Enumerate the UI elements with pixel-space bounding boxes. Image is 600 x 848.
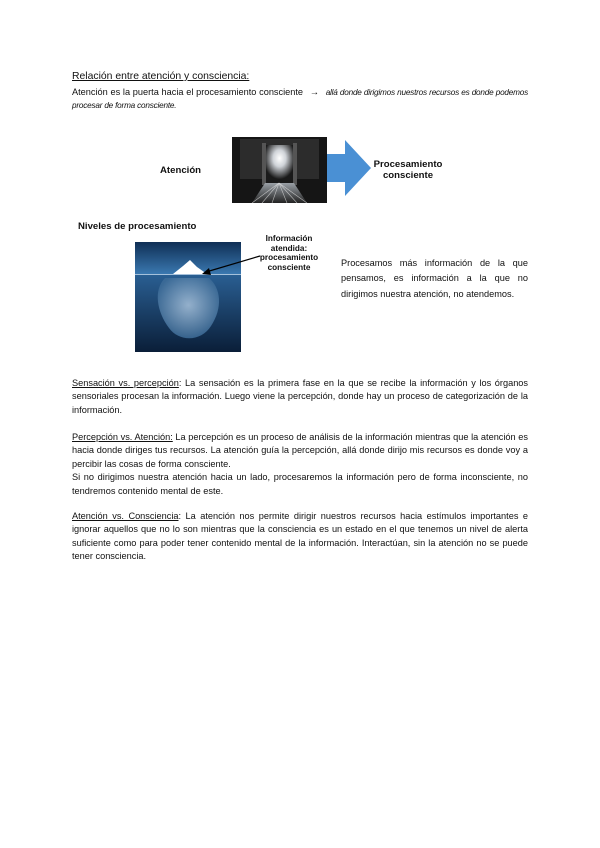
section-heading: Percepción vs. Atención: (72, 432, 173, 442)
section-body: La percepción es un proceso de análisis de la información mientras que la atención es hacia donde diriges tus recursos. La atención guía la percepción, allá donde dirijo mis recursos es donde voy a percibir las cosas de forma consciente. (72, 432, 528, 469)
section-heading: Atención vs. Consciencia (72, 511, 179, 521)
section-heading: Sensación vs. percepción (72, 378, 179, 388)
right-arrow-icon (327, 140, 371, 196)
doorway-image (232, 137, 327, 203)
section-percepcion (72, 431, 528, 498)
intro-arrow: → (309, 87, 319, 97)
niveles-heading: Niveles de procesamiento (78, 221, 197, 232)
section-title: Relación entre atención y consciencia: (72, 71, 250, 82)
section-body-2: Si no dirigimos nuestra atención hacia un lado, procesaremos la información pero de forma inconsciente, no tendremos contenido mental de este. (72, 472, 528, 496)
diagram-label-attention: Atención (160, 165, 202, 176)
iceberg-callout: Información atendida: procesamiento consciente (259, 234, 319, 272)
section-sensacion: Sensación vs. percepción: La sensación es la primera fase en la que se recibe la información y los órganos sensoriales procesan la información. Luego viene la percepción, donde hay un proceso de categorización de la información. (72, 378, 529, 415)
intro-text: Atención es la puerta hacia el procesamiento consciente (72, 87, 304, 97)
section-body: La sensación es la primera fase en la que se recibe la información y los órganos sensoriales procesan la información. Luego viene la percepción, donde hay un proceso de categorización de la información. (72, 378, 529, 415)
intro-paragraph (72, 86, 528, 113)
section-atencion: Atención vs. Consciencia: La atención nos permite dirigir nuestros recursos hacia estímulos importantes e ignorar aquellos que no lo son mientras que la consciencia es un estado en el que tenemos un nivel de alerta suficiente como para poder tener contenido mental de la información. Interactúan, sin la atención no se puede tener consciencia. (72, 511, 528, 562)
section-body: La atención nos permite dirigir nuestros recursos hacia estímulos importantes e ignorar aquellos que no lo son mientras que la consciencia es un estado en el que tenemos un nivel de alerta suficiente como para poder tener contenido mental de la información. Interactúan, sin la atención no se puede tener consciencia. (72, 511, 528, 562)
callout-arrow-icon (200, 255, 262, 277)
niveles-side-text: Procesamos más información de la que pensamos, es información a la que no dirigimos nuestra atención, no atendemos. (341, 258, 528, 299)
intro-italic: allá donde dirigimos nuestros recursos es donde podemos procesar de forma consciente. (72, 88, 529, 111)
diagram-label-processing: Procesamiento consciente (373, 159, 443, 181)
